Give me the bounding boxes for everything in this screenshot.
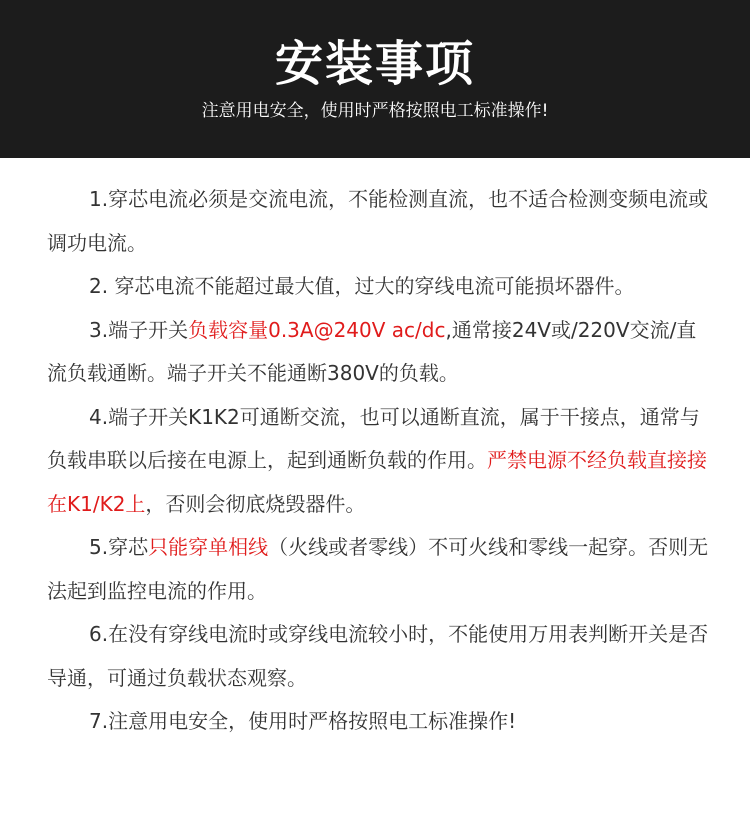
instruction-text: 6.在没有穿线电流时或穿线电流较小时，不能使用万用表判断开关是否导通，可通过负载状态观察。 <box>47 622 709 690</box>
instruction-text: ,通常接24V或/220V交流/直流负载通断。端子开关不能通断380V的负载。 <box>47 317 697 385</box>
instruction-text: ，否则会彻底烧毁器件。 <box>145 491 366 516</box>
instruction-text: （火线或者零线）不可火线和零线一起穿。否则无法起到监控电流的作用。 <box>47 535 709 603</box>
warning-highlight: 严禁电源不经负载直接接在K1/K2上 <box>47 448 707 516</box>
instructions-list <box>0 158 750 744</box>
instruction-item-5 <box>47 526 710 613</box>
instruction-item-7 <box>47 700 710 744</box>
page-subtitle: 注意用电安全，使用时严格按照电工标准操作! <box>201 101 549 121</box>
instruction-text: 1.穿芯电流必须是交流电流，不能检测直流，也不适合检测变频电流或调功电流。 <box>47 187 709 255</box>
instruction-item-3 <box>47 309 710 396</box>
instruction-text: 5.穿芯 <box>89 535 149 559</box>
instruction-item-2 <box>47 265 710 309</box>
warning-highlight: 负载容量0.3A@240V ac/dc <box>188 317 446 342</box>
instruction-text: 4.端子开关K1K2可通断交流，也可以通断直流，属于干接点，通常与负载串联以后接在电源上，起到通断负载的作用。 <box>47 404 700 472</box>
instruction-text: 2. 穿芯电流不能超过最大值，过大的穿线电流可能损坏器件。 <box>89 274 635 298</box>
header-banner <box>0 0 750 158</box>
instruction-item-6 <box>47 613 710 700</box>
page-title: 安装事项 <box>274 36 475 92</box>
instruction-item-4 <box>47 396 710 527</box>
instruction-text: 7.注意用电安全，使用时严格按照电工标准操作! <box>89 709 517 733</box>
instruction-text: 3.端子开关 <box>89 317 189 342</box>
instruction-item-1 <box>47 178 710 265</box>
warning-highlight: 只能穿单相线 <box>148 535 269 559</box>
